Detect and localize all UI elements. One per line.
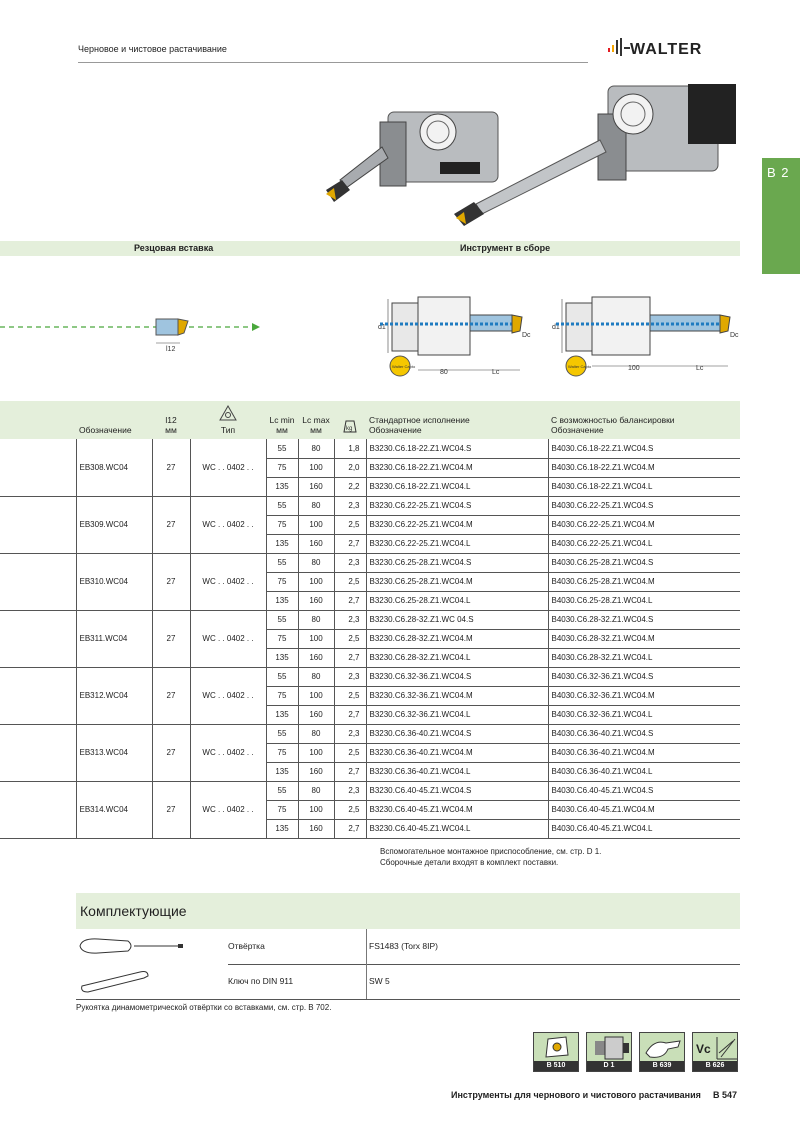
weight-cell: 1,8 [334,439,366,458]
accessory-row [76,929,740,964]
lcmax-cell: 100 [298,800,334,819]
spacer-cell [0,610,76,667]
balanceable-code-cell: B4030.C6.40-45.Z1.WC04.M [548,800,740,819]
designation-cell: EB311.WC04 [76,610,152,667]
standard-code-cell: B3230.C6.28-32.Z1.WC04.L [366,648,548,667]
lcmax-cell: 100 [298,629,334,648]
lcmin-cell: 135 [266,534,298,553]
type-cell: WC . . 0402 . . [190,439,266,496]
svg-text:Lc: Lc [492,369,500,376]
col-balanceable: С возможностью балансировки Обозначение [551,415,675,435]
balanceable-code-cell: B4030.C6.22-25.Z1.WC04.S [548,496,740,515]
page-header-title: Черновое и чистовое растачивание [78,44,227,54]
balanceable-code-cell: B4030.C6.28-32.Z1.WC04.S [548,610,740,629]
ref-tile-b510[interactable]: B 510 [533,1032,579,1072]
accessories-note: Рукоятка динамометрической отвёртки со вставками, см. стр. В 702. [76,1003,332,1012]
lcmax-cell: 80 [298,610,334,629]
accessories-title: Комплектующие [80,903,187,919]
weight-cell: 2,3 [334,724,366,743]
balanceable-code-cell: B4030.C6.25-28.Z1.WC04.M [548,572,740,591]
weight-cell: 2,3 [334,667,366,686]
svg-text:100: 100 [628,365,640,372]
image-labels-band [0,241,740,256]
weight-cell: 2,7 [334,762,366,781]
page-number: B 547 [713,1090,738,1100]
spacer-cell [0,781,76,838]
weight-cell: 2,7 [334,648,366,667]
standard-code-cell: B3230.C6.25-28.Z1.WC04.M [366,572,548,591]
lcmin-cell: 55 [266,724,298,743]
ref-tile-b626[interactable]: Vc B 626 [692,1032,738,1072]
table-row [0,724,740,743]
table-row [0,781,740,800]
lcmin-cell: 75 [266,458,298,477]
lcmin-cell: 135 [266,477,298,496]
type-cell: WC . . 0402 . . [190,610,266,667]
spacer-cell [0,667,76,724]
accessory-row [76,964,740,999]
l12-dim-label: l12 [166,346,176,353]
lcmin-cell: 135 [266,762,298,781]
lcmin-cell: 55 [266,439,298,458]
lcmax-cell: 80 [298,667,334,686]
standard-code-cell: B3230.C6.22-25.Z1.WC04.S [366,496,548,515]
lcmax-cell: 80 [298,724,334,743]
svg-text:d1: d1 [378,324,386,331]
lcmax-cell: 160 [298,534,334,553]
balanceable-code-cell: B4030.C6.18-22.Z1.WC04.L [548,477,740,496]
lcmax-cell: 80 [298,781,334,800]
svg-text:WALTER: WALTER [630,41,703,58]
standard-code-cell: B3230.C6.28-32.Z1.WC04.M [366,629,548,648]
lcmax-cell: 160 [298,819,334,838]
standard-code-cell: B3230.C6.32-36.Z1.WC04.M [366,686,548,705]
balanceable-code-cell: B4030.C6.32-36.Z1.WC04.L [548,705,740,724]
weight-cell: 2,5 [334,572,366,591]
standard-code-cell: B3230.C6.36-40.Z1.WC04.M [366,743,548,762]
balanceable-code-cell: B4030.C6.22-25.Z1.WC04.L [548,534,740,553]
lcmin-cell: 75 [266,572,298,591]
balanceable-code-cell: B4030.C6.36-40.Z1.WC04.M [548,743,740,762]
standard-code-cell: B3230.C6.28-32.Z1.WC 04.S [366,610,548,629]
fixture-icon [587,1033,633,1063]
section-tab[interactable]: B 2 [762,158,800,274]
standard-code-cell: B3230.C6.25-28.Z1.WC04.S [366,553,548,572]
lcmin-cell: 75 [266,800,298,819]
insert-label: Резцовая вставка [134,243,214,253]
accessory-value: SW 5 [366,964,390,999]
standard-code-cell: B3230.C6.40-45.Z1.WC04.L [366,819,548,838]
lcmax-cell: 100 [298,686,334,705]
weight-cell: 2,0 [334,458,366,477]
weight-cell: 2,5 [334,800,366,819]
l12-cell: 27 [152,439,190,496]
lcmax-cell: 100 [298,458,334,477]
standard-code-cell: B3230.C6.32-36.Z1.WC04.L [366,705,548,724]
l12-cell: 27 [152,610,190,667]
spacer-cell [0,439,76,496]
col-lcmax: Lc max мм [302,415,330,435]
lcmax-cell: 160 [298,648,334,667]
l12-cell: 27 [152,496,190,553]
designation-cell: EB313.WC04 [76,724,152,781]
spacer-cell [0,496,76,553]
designation-cell: EB310.WC04 [76,553,152,610]
standard-code-cell: B3230.C6.25-28.Z1.WC04.L [366,591,548,610]
balanceable-code-cell: B4030.C6.18-22.Z1.WC04.M [548,458,740,477]
col-l12: l12 мм [165,415,177,435]
balanceable-code-cell: B4030.C6.40-45.Z1.WC04.S [548,781,740,800]
lcmax-cell: 80 [298,439,334,458]
svg-text:Dc: Dc [522,332,531,339]
standard-code-cell: B3230.C6.40-45.Z1.WC04.S [366,781,548,800]
weight-cell: 2,5 [334,743,366,762]
hand-icon [640,1033,686,1063]
footer-title: Инструменты для чернового и чистового растачивания [451,1090,701,1100]
designation-cell: EB312.WC04 [76,667,152,724]
spacer-cell [0,553,76,610]
assembly-label: Инструмент в сборе [460,243,551,253]
lcmin-cell: 135 [266,648,298,667]
standard-code-cell: B3230.C6.18-22.Z1.WC04.L [366,477,548,496]
weight-cell: 2,3 [334,610,366,629]
balanceable-code-cell: B4030.C6.32-36.Z1.WC04.S [548,667,740,686]
lcmin-cell: 55 [266,667,298,686]
type-cell: WC . . 0402 . . [190,667,266,724]
standard-code-cell: B3230.C6.36-40.Z1.WC04.L [366,762,548,781]
lcmax-cell: 100 [298,572,334,591]
balanceable-code-cell: B4030.C6.25-28.Z1.WC04.S [548,553,740,572]
svg-text:Walter Capto: Walter Capto [392,364,416,369]
balanceable-code-cell: B4030.C6.25-28.Z1.WC04.L [548,591,740,610]
balanceable-code-cell: B4030.C6.32-36.Z1.WC04.M [548,686,740,705]
walter-logo [608,38,743,63]
note-fixture: Вспомогательное монтажное приспособление, см. стр. D 1. [380,847,602,856]
accessory-name: Ключ по DIN 911 [228,976,294,986]
lcmin-cell: 135 [266,819,298,838]
balanceable-code-cell: B4030.C6.40-45.Z1.WC04.L [548,819,740,838]
l12-cell: 27 [152,553,190,610]
accessories-bottom-rule [76,999,740,1000]
svg-text:kg: kg [346,426,353,432]
svg-text:80: 80 [440,369,448,376]
standard-code-cell: B3230.C6.18-22.Z1.WC04.S [366,439,548,458]
weight-icon [343,417,357,433]
lcmax-cell: 160 [298,591,334,610]
weight-cell: 2,5 [334,686,366,705]
type-cell: WC . . 0402 . . [190,496,266,553]
balanceable-code-cell: B4030.C6.28-32.Z1.WC04.M [548,629,740,648]
svg-text:Dc: Dc [730,332,739,339]
weight-cell: 2,3 [334,781,366,800]
table-row [0,667,740,686]
balanceable-code-cell: B4030.C6.18-22.Z1.WC04.S [548,439,740,458]
lcmax-cell: 100 [298,515,334,534]
weight-cell: 2,5 [334,515,366,534]
standard-code-cell: B3230.C6.32-36.Z1.WC04.S [366,667,548,686]
balanceable-code-cell: B4030.C6.28-32.Z1.WC04.L [548,648,740,667]
weight-cell: 2,7 [334,819,366,838]
table-row [0,553,740,572]
table-header-row [0,401,740,439]
vc-chart-icon [693,1033,739,1063]
lcmin-cell: 75 [266,743,298,762]
table-row [0,496,740,515]
weight-cell: 2,7 [334,705,366,724]
weight-cell: 2,3 [334,496,366,515]
type-cell: WC . . 0402 . . [190,781,266,838]
ref-tile-d1[interactable]: D 1 [586,1032,632,1072]
product-table [0,401,740,839]
standard-code-cell: B3230.C6.18-22.Z1.WC04.M [366,458,548,477]
col-type: Тип [190,401,266,439]
table-row [0,439,740,458]
balanceable-code-cell: B4030.C6.36-40.Z1.WC04.L [548,762,740,781]
weight-cell: 2,7 [334,534,366,553]
svg-text:Vc: Vc [696,1042,711,1056]
screwdriver-icon [78,935,188,957]
lcmax-cell: 160 [298,477,334,496]
lcmin-cell: 75 [266,515,298,534]
lcmax-cell: 80 [298,553,334,572]
col-standard: Стандартное исполнение Обозначение [369,415,470,435]
weight-cell: 2,3 [334,553,366,572]
svg-text:Walter Capto: Walter Capto [568,364,592,369]
lcmin-cell: 55 [266,610,298,629]
standard-code-cell: B3230.C6.22-25.Z1.WC04.M [366,515,548,534]
l12-cell: 27 [152,667,190,724]
designation-cell: EB309.WC04 [76,496,152,553]
accessory-name: Отвёртка [228,941,265,951]
weight-cell: 2,7 [334,591,366,610]
lcmin-cell: 75 [266,686,298,705]
lcmax-cell: 160 [298,705,334,724]
standard-code-cell: B3230.C6.40-45.Z1.WC04.M [366,800,548,819]
balanceable-code-cell: B4030.C6.36-40.Z1.WC04.S [548,724,740,743]
lcmin-cell: 135 [266,591,298,610]
type-cell: WC . . 0402 . . [190,724,266,781]
tool-photo-long [448,76,748,241]
lcmin-cell: 55 [266,496,298,515]
lcmin-cell: 55 [266,553,298,572]
ref-tile-b639[interactable]: B 639 [639,1032,685,1072]
lcmin-cell: 75 [266,629,298,648]
col-designation: Обозначение [79,425,132,435]
designation-cell: EB314.WC04 [76,781,152,838]
hex-key-icon [78,966,158,994]
insert-icon [534,1033,580,1063]
note-parts: Сборочные детали входят в комплект поставки. [380,858,559,867]
designation-cell: EB308.WC04 [76,439,152,496]
col-lcmin: Lc min мм [269,415,295,435]
balanceable-code-cell: B4030.C6.22-25.Z1.WC04.M [548,515,740,534]
l12-cell: 27 [152,781,190,838]
lcmin-cell: 55 [266,781,298,800]
standard-code-cell: B3230.C6.22-25.Z1.WC04.L [366,534,548,553]
header-rule [78,62,588,63]
table-row [0,610,740,629]
weight-cell: 2,5 [334,629,366,648]
l12-cell: 27 [152,724,190,781]
lcmax-cell: 160 [298,762,334,781]
weight-cell: 2,2 [334,477,366,496]
table-notes [380,846,601,868]
col-weight [334,401,366,439]
insert-type-icon [218,405,238,423]
svg-text:Lc: Lc [696,365,704,372]
lcmax-cell: 80 [298,496,334,515]
lcmin-cell: 135 [266,705,298,724]
type-cell: WC . . 0402 . . [190,553,266,610]
accessory-value: FS1483 (Torx 8IP) [366,929,438,964]
spacer-cell [0,724,76,781]
technical-diagrams [0,275,760,390]
svg-text:d1: d1 [552,324,560,331]
standard-code-cell: B3230.C6.36-40.Z1.WC04.S [366,724,548,743]
lcmax-cell: 100 [298,743,334,762]
